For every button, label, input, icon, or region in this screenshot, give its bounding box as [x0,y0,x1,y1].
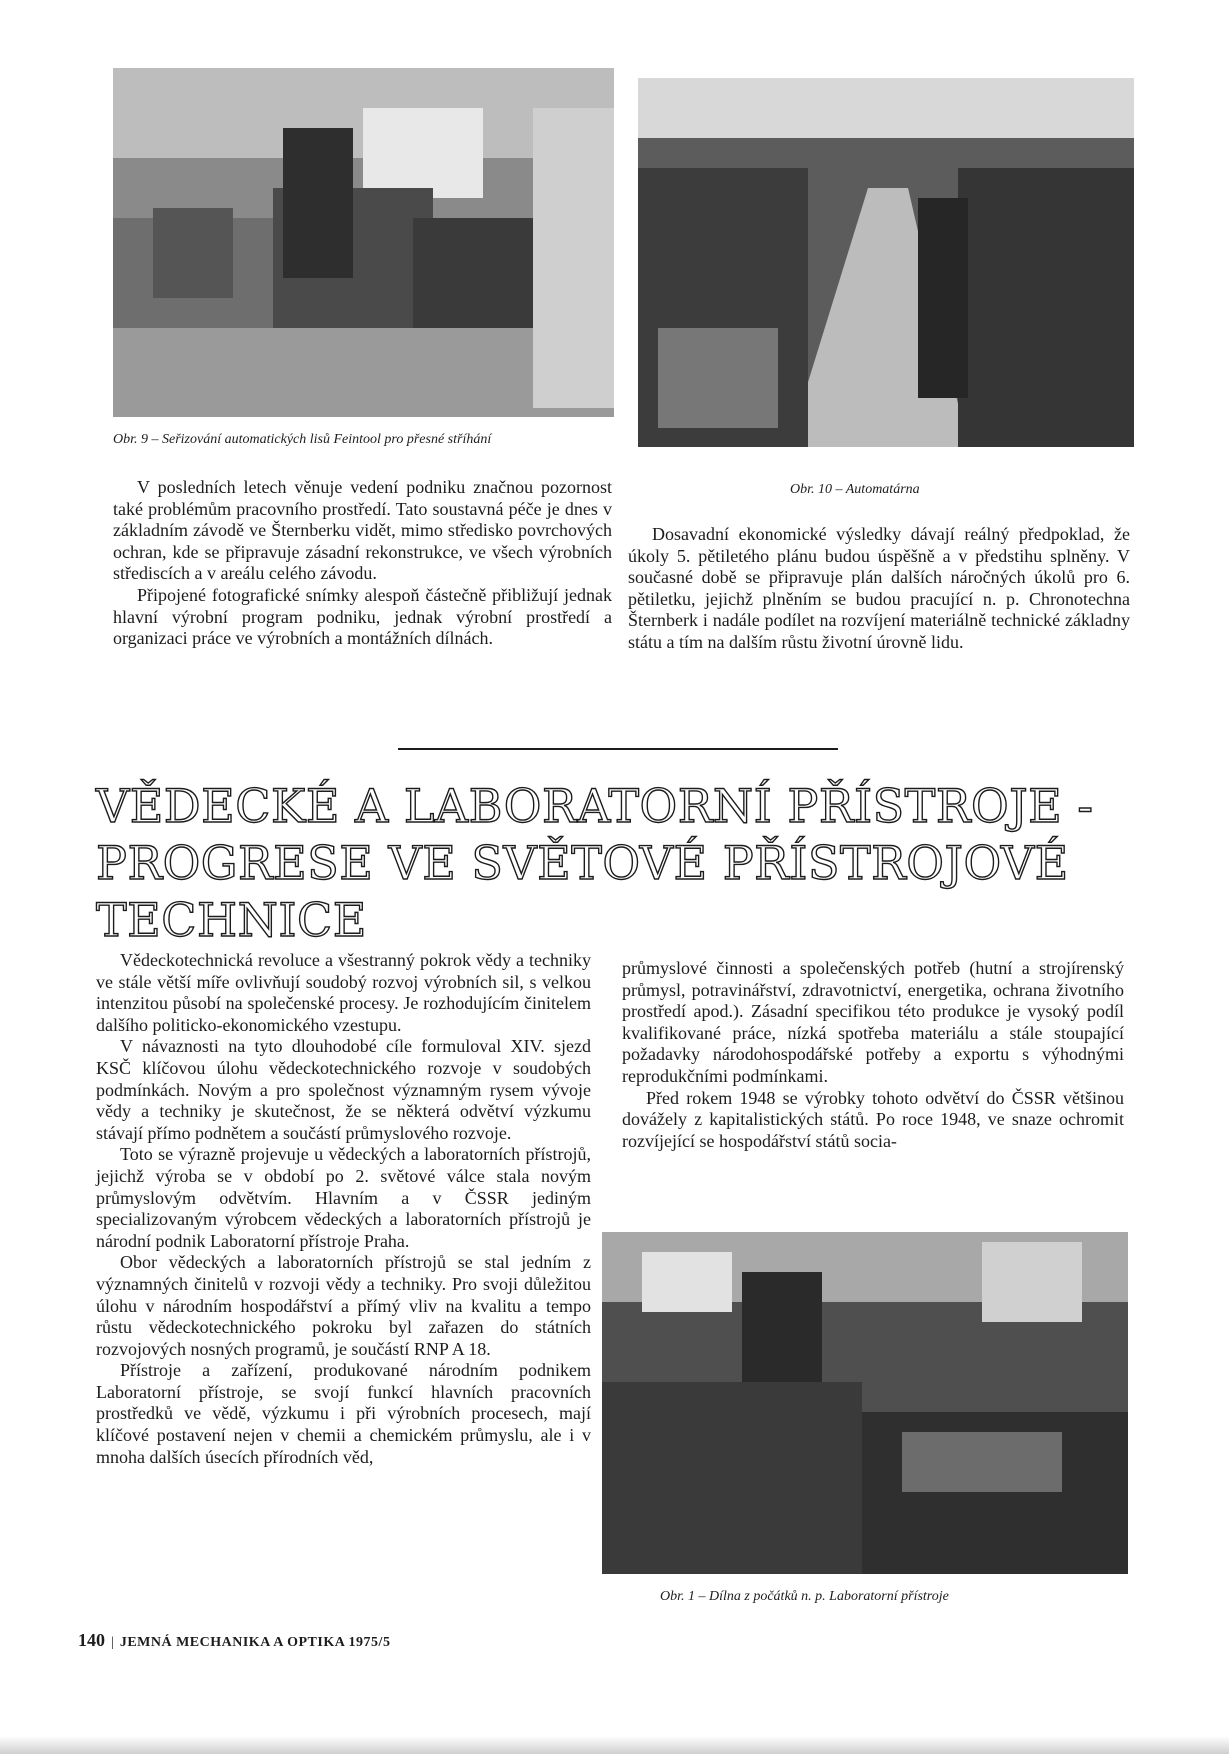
journal-name: JEMNÁ MECHANIKA A OPTIKA 1975/5 [119,1635,391,1650]
paragraph: Toto se výrazně projevuje u vědeckých a laboratorních přístrojů, jejichž výroba se v období po 2. světové válce stala novým průmyslovým odvětvím. Hlavním a v ČSSR jediným specializovaným výrobcem vědeckých a laboratorních přístrojů je národní podnik Laboratorní přístroje Praha. [96,1144,591,1251]
paragraph: Před rokem 1948 se výrobky tohoto odvětví do ČSSR většinou dovážely z kapitalistických států. Po roce 1948, ve snaze ochromit rozvíjející se hospodářství států socia- [622,1087,1124,1151]
article-right-column [622,958,1124,1152]
footer-separator: | [111,1635,114,1650]
page-footer [78,1630,390,1651]
article-left-column [96,950,591,1468]
paragraph: V návaznosti na tyto dlouhodobé cíle formuloval XIV. sjezd KSČ klíčovou úlohu vědeckotechnického rozvoje v soudobých podmínkách. Novým a pro společnost významným rysem vývoje vědy a techniky je skutečnost, že se některá odvětví výzkumu stávají přímo podnětem a součástí průmyslového rozvoje. [96,1036,591,1143]
top-right-text-column [628,524,1130,654]
headline-line-1: VĚDECKÉ A LABORATORNÍ PŘÍSTROJE - [96,779,1094,833]
paragraph: Vědeckotechnická revoluce a všestranný pokrok vědy a techniky ve stále větší míře ovlivňují soudobý rozvoj výrobních sil, s velkou intenzitou působí na společenské procesy. Je rozhodujícím činitelem dalšího politicko-ekonomického vzestupu. [96,950,591,1035]
figure-10-caption: Obr. 10 – Automatárna [790,482,920,497]
paragraph: V posledních letech věnuje vedení podniku značnou pozornost také problémům pracovního prostředí. Tato soustavná péče je dnes v základním závodě ve Šternberku vidět, mimo středisko povrchových ochran, kde se připravuje zásadní rekonstrukce, ve všech výrobních střediscích a v areálu celého závodu. [113,477,612,584]
headline-line-2: PROGRESE VE SVĚTOVÉ PŘÍSTROJOVÉ [96,836,1069,890]
page-edge-shadow [0,1736,1229,1754]
headline-line-3: TECHNICE [96,893,367,947]
top-left-text-column [113,477,612,650]
page-number: 140 [78,1630,105,1650]
figure-9-caption: Obr. 9 – Seřizování automatických lisů Feintool pro přesné stříhání [113,432,492,447]
paragraph: Přístroje a zařízení, produkované národním podnikem Laboratorní přístroje, se svojí funkcí hlavních pracovních prostředků ve vědě, výzkumu i při výrobních procesech, mají klíčové postavení nejen v chemii a chemickém průmyslu, ale i v mnoha dalších úsecích přírodních věd, [96,1360,591,1467]
paragraph: Obor vědeckých a laboratorních přístrojů se stal jedním z významných činitelů v rozvoji vědy a techniky. Pro svoji důležitou úlohu v národním hospodářství a přímý vliv na kvalitu a tempo růstu vědeckotechnického pokroku byl zařazen do státních rozvojových nosných programů, je součástí RNP A 18. [96,1252,591,1359]
section-divider [398,748,838,750]
figure-1-caption: Obr. 1 – Dílna z počátků n. p. Laboratorní přístroje [660,1589,949,1604]
paragraph: Připojené fotografické snímky alespoň částečně přibližují jednak hlavní výrobní program podniku, jednak výrobní prostředí a organizaci práce ve výrobních a montážních dílnách. [113,584,612,649]
paragraph: Dosavadní ekonomické výsledky dávají reálný předpoklad, že úkoly 5. pětiletého plánu budou úspěšně a v předstihu splněny. V současné době se připravuje plán dalších náročných úkolů pro 6. pětiletku, jejichž plněním se budou pracující n. p. Chronotechna Šternberk i nadále podílet na rozvíjení materiálně technické základny státu a tím na dalším růstu životní úrovně lidu. [628,524,1130,652]
article-headline [96,778,1094,949]
figure-1-photo [602,1232,1128,1574]
paragraph: průmyslové činnosti a společenských potřeb (hutní a strojírenský průmysl, potravinářství, zdravotnictví, energetika, ochrana životního prostředí apod.). Zásadní specifikou této produkce je vysoký podíl kvalifikované práce, nízká spotřeba materiálu a stále stoupající požadavky národohospodářské potřeby a exportu s výhodnými reprodukčními podmínkami. [622,958,1124,1086]
figure-9-photo [113,68,614,417]
figure-10-photo [638,78,1134,447]
